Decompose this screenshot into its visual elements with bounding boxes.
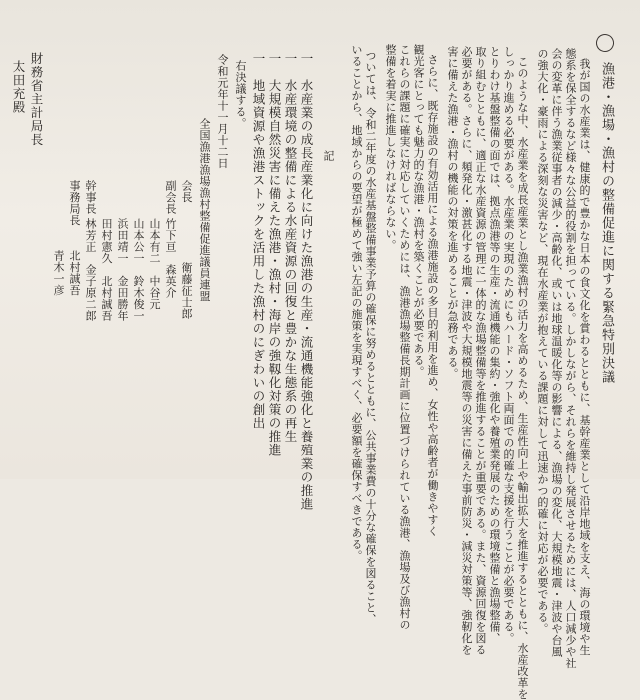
officer-names: 山本公一 鈴木俊一: [132, 218, 145, 322]
officer-names: 田村憲久 北村誠吾: [100, 218, 113, 322]
body-line: とりわけ基盤整備の面では、拠点漁港等の生産・流通機能の集約・強化や養殖業発展のための環境整備と漁場整備、: [488, 46, 501, 644]
organization-name: 全国漁港漁場漁村整備促進議員連盟: [198, 118, 211, 302]
resolution-item: 一 地域資源や漁港ストックを活用した漁村のにぎわいの創出: [251, 52, 266, 430]
body-line: しっかり進める必要がある。水産業の実現のためにもハード・ソフト両面での的確な支援を行うことが必要である。: [502, 46, 515, 644]
body-line: 取り組むとともに、適正な水産資源の管理に一体的な漁場整備等を推進することが重要である。また、資源回復を図る: [474, 46, 487, 656]
officer-role: 会長: [180, 180, 193, 203]
officer-names: 竹下亘 森英介: [164, 218, 177, 299]
resolution-title: 漁港・漁場・漁村の整備促進に関する緊急特別決議: [599, 62, 614, 384]
ki-heading: 記: [322, 150, 335, 162]
body-line: ついては、令和二年度の水産基盤整備事業予算の確保に努めるとともに、公共事業費の十分な確保を図ること、: [364, 50, 377, 625]
handwritten-draft-mark: [593, 31, 616, 54]
officer-names: 衛藤征士郎: [180, 262, 193, 320]
body-line: 害に備えた漁港・漁村の機能の対策を進めることが急務である。: [446, 46, 459, 380]
officer-names: 山本有二 中谷元: [148, 218, 161, 310]
body-line: さらに、既存施設の有効活用による漁港施設の多目的利用を進め、女性や高齢者が働きやすく: [426, 54, 439, 537]
resolution-item: 一 水産業の成長産業化に向けた漁港の生産・流通機能強化と養殖業の推進: [299, 52, 314, 511]
body-line: 態系を保全するなど様々な公益的役割を担っている。しかしながら、それらを維持し発展させるためには、人口減少や社: [564, 48, 577, 669]
resolution-statement: 右決議する。: [234, 60, 247, 129]
officer-names: 林芳正 金子原二郎: [84, 218, 97, 322]
resolution-item: 一 大規模自然災害に備えた漁港・漁村・海岸の強靱化対策の推進: [267, 52, 282, 457]
body-line: いることから、地域からの要望が極めて強い左記の施策を実現すべく、必要額を確保すべきである。: [350, 44, 363, 562]
body-line: 整備を着実に推進しなければならない。: [384, 44, 397, 251]
resolution-date: 令和元年十一月十二日: [216, 54, 229, 169]
addressee-title: 財務省主計局長: [29, 52, 44, 147]
officer-role: 事務局長: [68, 180, 81, 226]
body-line: 我が国の水産業は、健康的で豊かな日本の食文化を賞わるとともに、基幹産業として沿岸地域を支え、海の環境や生: [578, 58, 591, 656]
officer-names: 青木一彦: [52, 250, 65, 296]
addressee-name: 太田充殿: [11, 60, 26, 114]
officer-names: 北村誠吾: [68, 250, 81, 296]
body-line: 必要がある。さらに、頻発化・激甚化する地震・津波や大規模地震等の災害に備えた事前防災・減災対策等、強靭化を: [460, 46, 473, 656]
body-line: これらの課題に確実に対応していくためには、漁港漁場整備長期計画に位置づけられている漁港、漁場及び漁村の: [398, 44, 411, 631]
officer-role: 幹事長: [84, 180, 97, 215]
body-line: このような中、水産業を成長産業とし漁業漁村の活力を高めるため、生産性向上や輸出拡大を推進するとともに、水産改革を: [516, 56, 529, 700]
officer-role: 副会長: [164, 180, 177, 215]
body-line: の強大化・豪雨による深刻な災害など、現在水産業が抱えている課題に対して迅速かつ的確に対応が必要である。: [536, 48, 549, 635]
body-line: 会の変革に伴う漁業従事者の減少・高齢化、或いは地球温暖化等の影響による、漁場の変化、大規模地震・津波や台風: [550, 48, 563, 658]
body-line: 観光客にとっても魅力的な漁港・漁村を築くことが必要である。: [412, 44, 425, 378]
resolution-item: 一 水産環境の整備による水産資源の回復と豊かな生態系の再生: [283, 52, 298, 444]
officer-names: 浜田靖一 金田勝年: [116, 218, 129, 322]
